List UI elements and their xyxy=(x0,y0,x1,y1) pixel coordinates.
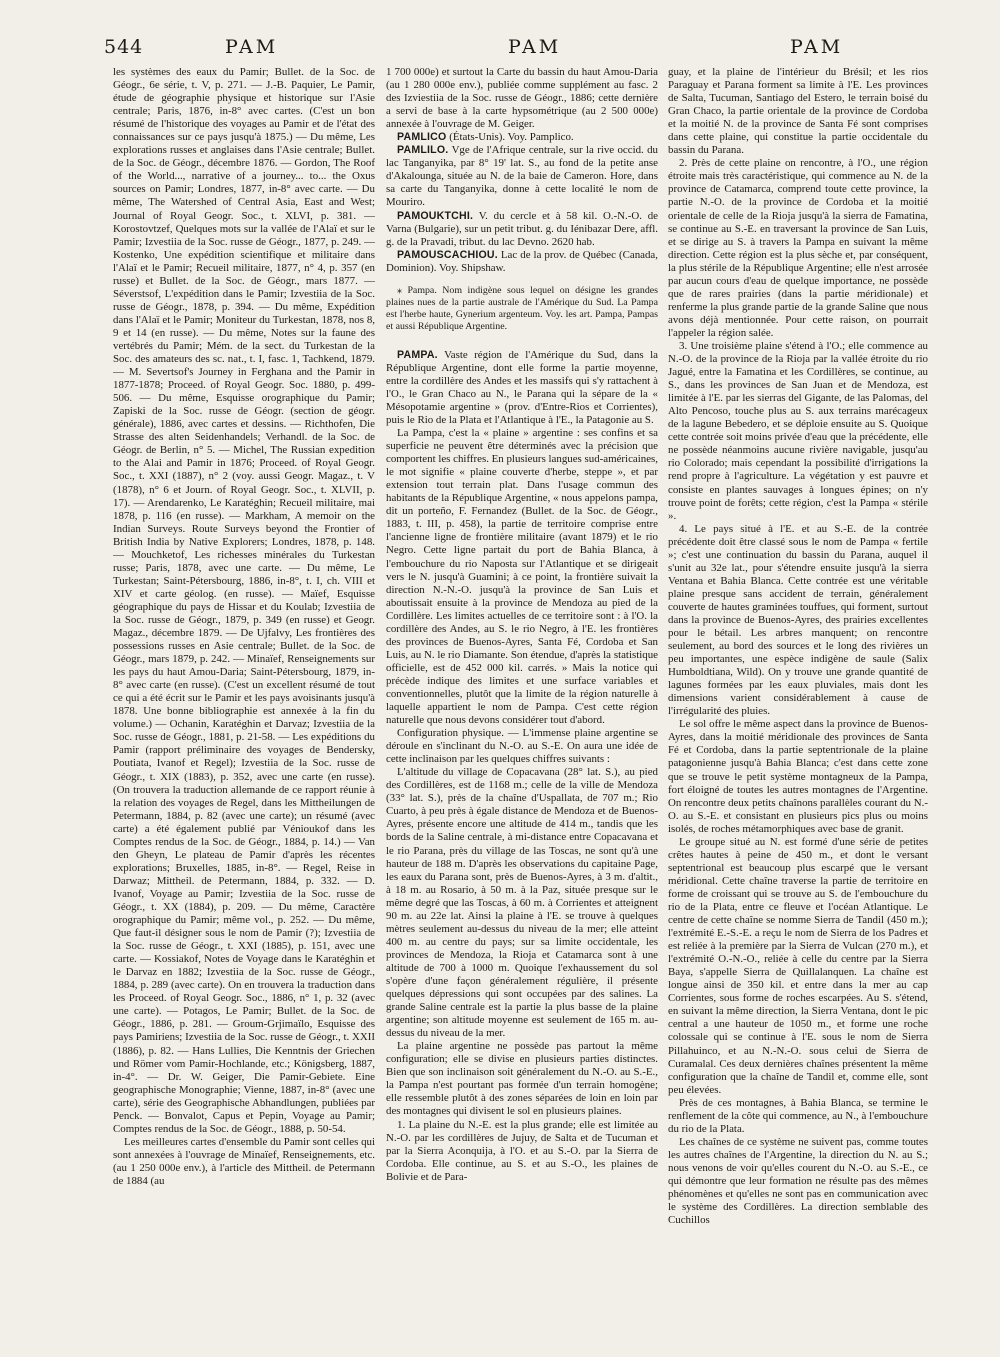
column-right xyxy=(668,66,928,1346)
entry-pampa-note: ⁎ Pampa. Nom indigène sous lequel on désigne les grandes plaines nues de la partie australe de l'Amérique du Sud. La Pampa est l'herbe haute, Gynerium argenteum. Voy. les art. Pampa, Pampas et aussi République Argentine. xyxy=(386,284,658,332)
paragraph: 3. Une troisième plaine s'étend à l'O.; elle commence au N.-O. de la province de la Rioja par la vallée étroite du rio Jagué, entre la Famatina et les Cordillères, se continue, au S., dans les provinces de San Juan et de Mendoza, est limitée à l'E. par les sierras del Gigante, de las Palomas, del Alto Pencoso, touche plus au S. aux terrains marécageux de la lagune Bebedero, et se déploie ensuite au S. Quoique cette contrée soit moins privée d'eau que la précédente, elle ne possède néanmoins aucune rivière navigable, jusqu'au rio Colorado; mais cependant la possibilité d'irrigations la rend propre à l'agriculture. La végétation y est pauvre et consiste en plantes sauvages à longues épines; on n'y trouve point de forêts; cette région, c'est la Pampa « stérile ». xyxy=(668,339,928,522)
paragraph: Le groupe situé au N. est formé d'une série de petites crêtes hautes à peine de 450 m., et dont le versant septentrional est beaucoup plus escarpé que le versant méridional. Cette chaîne traverse la partie de territoire en forme de croissant qui se trouve au S. de l'embouchure du rio de la Plata, entre ce fleuve et l'océan Atlantique. Le centre de cette chaîne se nomme Sierra de Tandil (450 m.); l'extrémité E.-S.-E. a reçu le nom de Sierra de los Padres et est reliée à la première par la Sierra de Vulcan (270 m.), et l'extrémité O.-N.-O., reliée à celle du centre par la Sierra Baya, s'appelle Sierra de Quillalanquen. La chaîne est longue ainsi de 350 kil. et entre dans la mer au cap Corrientes, sous forme de roches escarpées. Au S. s'étend, en suivant la même direction, la Sierra Ventana, dont le pic central a une hauteur de 1050 m., et forme une roche colossale qui se continue à l'E. sous le nom de Sierra Pillahuinco, et au N.-N.-O. sous celui de Sierra de Curamalal. Ces deux dernières chaînes présentent la même configuration que la chaîne de Tandil et, comme elle, sont peu élevées. xyxy=(668,835,928,1096)
entry-text: Vge de l'Afrique centrale, sur la rive occid. du lac Tanganyika, par 8° 19' lat. S., au fond de la petite anse d'Akalounga, située au N. de la baie de Cameron. Hore, dans sa carte du Tanganyika, donne à cette localité le nom de Mouriro. xyxy=(386,144,658,209)
bibliography-paragraph: les systèmes des eaux du Pamir; Bullet. de la Soc. de Géogr., 6e série, t. V, p. 271. — J.-B. Paquier, Le Pamir, étude de géographie physique et historique sur l'Asie centrale; Paris, 1876, in-8° avec cartes. (C'est un bon résumé de l'historique des voyages au Pamir et de l'état des connaissances sur ce pays jusqu'à 1875.) — Du même, Les explorations russes et anglaises dans l'Asie centrale; Bullet. de la Soc. de Géogr., décembre 1876. — Gordon, The Roof of the World..., narrative of a journey... to... the Oxus sources on Pamir; Londres, 1877, in-8° avec carte. — Du même, The Watershed of Central Asia, East and West; Journal of Royal Geogr. Soc., t. XLVI, p. 381. — Korostovtzef, Quelques mots sur la vallée de l'Alaï et sur le Pamir; Izvestiia de la Soc. russe de Géogr., 1877, p. 249. — Kostenko, Une expédition scientifique et militaire dans l'Alaï et le Pamir; Recueil militaire, 1877, n° 4, p. 357 (en russe) et Bullet. de la Soc. de Géogr., mars 1877. — Séverstsof, L'expédition dans le Pamir; Izvestiia de la Soc. russe de Géogr., 1878, p. 394. — Du même, Expédition dans l'Alaï et le Pamir; Moniteur du Turkestan, 1878, nos 8, 9 et 14 (en russe). — Du même, Notes sur la faune des vertébrés du Pamir; Mém. de la sect. du Turkestan de la Soc. des amateurs des sc. nat., t. I, fasc. 1, Tachkend, 1879. — M. Severtsof's Journey in Ferghana and the Pamir in 1877-1878; Proceed. of Royal Geogr. Soc. 1880, p. 499-506. — Du même, Esquisse orographique du Pamir; Zapiski de la Soc. russe de Géogr. (section de géogr. générale), 1886, avec cartes et dessins. — Richthofen, Die Strasse des alten Seidenhandels; Verhandl. de la Soc. de Géogr. de Berlin, n° 5. — Michel, The Russian expedition to the Alai and Pamir in 1876; Proceed. of Royal Geogr. Soc., t. XXI (1887), n° 2 (voy. aussi Geogr. Magaz., t. V (1878), n° 6 et Journ. of Royal Geogr. Soc., t. XLVII, p. 17). — Arendarenko, Le Karatéghin; Recueil militaire, mai 1878, p. 116 (en russe). — Markham, A memoir on the Indian Surveys. Route Surveys beyond the Frontier of British India by Native Explorers; Londres, 1878, p. 148. — Mouchketof, Les richesses minérales du Turkestan russe; Paris, 1878, avec une carte. — Du même, Le Turkestan; Saint-Pétersbourg, 1886, in-8°, t. I, ch. VIII et XIV et carte géolog. (en russe). — Maïef, Esquisse géographique du pays de Hissar et du Koulab; Izvestiia de la Soc. russe de Géogr., 1879, p. 349 (en russe) et Geogr. Magaz., décembre 1879. — De Ujfalvy, Les frontières des possessions russes en Asie centrale; Bullet. de la Soc. de Géogr., mars 1879, p. 242. — Minaïef, Renseignements sur les pays du haut Amou-Daria; Saint-Pétersbourg, 1879, in-8° avec carte (en russe). (C'est un excellent résumé de tout ce qui a été écrit sur le Pamir et les pays avoisinants jusqu'à 1878. Une bonne bibliographie est annexée à la fin du volume.) — Ochanin, Karatéghin et Darvaz; Izvestiia de la Soc. russe de Géogr., 1881, p. 21-58. — Les expéditions du Pamir (rapport préliminaire des voyages de Bendersky, Poutiata, Ivanof et Regel); Izvestiia de la Soc. russe de Géogr., t. XIX (1883), p. 352, avec une carte (en russe). (On trouvera la traduction allemande de ce rapport réunie à la relation des voyages de Regel, dans les Mittheilungen de Petermann, 1884, p. 82 (avec une carte); un résumé (avec carte) a été également publié par Vénioukof dans les Comptes rendus de la Soc. de Géogr., 1884, p. 14.) — Van den Gheyn, Le plateau de Pamir d'après les récentes explorations; Bruxelles, 1885, in-8°. — Regel, Reise in Darwaz; Mittheil. de Petermann, 1884, p. 332. — D. Ivanof, Voyage au Pamir; Izvestiia de la Soc. russe de Géogr., t. XX (1884), p. 209. — Du même, Caractère orographique du Pamir; même vol., p. 252. — Du même, Que faut-il désigner sous le nom de Pamir (?); Izvestiia de la Soc. russe de Géogr., t. XXI (1885), p. 151, avec une carte. — Kossiakof, Notes de Voyage dans le Karatéghin et le Darvaz en 1882; Izvestiia de la Soc. russe de Géogr., 1884, p. 289 (avec carte). On en trouvera la traduction dans les Proceed. of Royal Geogr. Soc., 1886, n° 1, p. 32 (avec une carte). — Potagos, Le Pamir; Bullet. de la Soc. de Géogr., 1886, p. 281. — Groum-Grjimaïlo, Esquisse des pays Pamiriens; Izvestiia de la Soc. russe de Géogr., t. XXII (1886), p. 82. — Hans Lullies, Die Kenntnis der Griechen und Römer vom Pamir-Hochlande, etc.; Königsberg, 1887, in-4°. — Dr. W. Geiger, Die Pamir-Gebiete. Eine geographische Monographie; Vienne, 1887, in-8° (avec une carte), série des Geographische Abhandlungen, publiées par Penck. — Bonvalot, Capus et Pepin, Voyage au Pamir; Comptes rendus de la Soc. de Géogr., 1888, p. 50-54. xyxy=(113,66,375,1135)
page-number: 544 xyxy=(104,36,144,58)
headword: PAMPA. xyxy=(397,348,438,361)
entry-pamouscachiou xyxy=(386,249,658,275)
paragraph: La Pampa, c'est la « plaine » argentine : ses confins et sa superficie ne peuvent être déterminés avec la précision que comportent les chiffres. En plusieurs langues sud-américaines, le mot signifie « plaine couverte d'herbe, steppe », et par extension tout terrain plat. Dans l'usage commun des habitants de la République Argentine, « nous appelons pampa, dit un porteño, F. Fernandez (Bullet. de la Soc. de Géogr., 1883, t. III, p. 458), la partie de territoire comprise entre l'ancienne ligne de frontière militaire (avant 1879) et le rio Negro. Cette ligne partait du port de Bahia Blanca, à l'embouchure du rio Naposta sur l'Atlantique et se dirigeait vers le N. jusqu'à Guamini; à ce point, la frontière suivait la direction N.-N.-O. jusqu'à la province de San Luis et aboutissait ensuite à la province de Mendoza au pied de la Cordillère. Les limites actuelles de ce territoire sont : à l'O. la cordillère des Andes, au S. le rio Negro, à l'E. les frontières des provinces de Buenos-Ayres, Santa Fé, Cordoba et San Luis, au N. le rio Diamante. Son étendue, d'après la statistique officielle, est de 452 000 kil. carrés. » Mais la notice qui précède indique des limites et une surface variables et conventionnelles, plutôt que la limite de la région naturelle à laquelle appartient le nom de Pampa. C'est cette région naturelle que nous devons considérer tout d'abord. xyxy=(386,427,658,727)
entry-text: V. du cercle et à 58 kil. O.-N.-O. de Varna (Bulgarie), sur un petit tribut. g. du Iénibazar Dere, affl. g. de la Pravadi, tribut. du lac Devno. 2620 hab. xyxy=(386,209,658,248)
entry-pampa xyxy=(386,349,658,427)
running-header xyxy=(0,36,1000,66)
entry-text: (États-Unis). Voy. Pamplico. xyxy=(446,131,574,144)
entry-pamlico xyxy=(386,131,658,144)
headword: PAMLILO. xyxy=(397,144,449,157)
column-left xyxy=(113,66,375,1346)
entry-text: Lac de la prov. de Québec (Canada, Dominion). Voy. Shipshaw. xyxy=(386,248,658,274)
paragraph: Les chaînes de ce système ne suivent pas, comme toutes les autres chaînes de l'Argentine, la direction du N. au S.; nous venons de voir qu'elles courent du N.-O. au S.-E., ce qui démontre que leur formation ne résulte pas des mêmes phénomènes et qu'elles ne sont pas en communication avec le système des Cordillères. La direction semblable des Cuchillos xyxy=(668,1135,928,1227)
running-head-right: PAM xyxy=(790,36,844,58)
paragraph: Près de ces montagnes, à Bahia Blanca, se termine le renflement de la côte qui commence, au N., à l'embouchure du rio de la Plata. xyxy=(668,1096,928,1135)
paragraph: 4. Le pays situé à l'E. et au S.-E. de la contrée précédente doit être classé sous le nom de Pampa « fertile »; c'est une continuation du bassin du Parana, auquel il s'unit au 32e lat., pour s'étendre ensuite jusqu'à la sierra Ventana et Bahia Blanca. Cette contrée est une véritable plaine presque sans accident de terrain, généralement couverte de hautes graminées touffues, qui forment, surtout dans la province de Buenos-Ayres, des prairies excellentes pour le bétail. Les arbres manquent; on rencontre seulement, au bord des sources et le long des rivières un peu importantes, une espèce indigène de saule (Salix Humboldtiana, Wild). On y trouve une grande quantité de lagunes formées par les eaux pluviales, mais dont les dimensions varient considérablement à cause de l'irrégularité des pluies. xyxy=(668,522,928,718)
paragraph: 2. Près de cette plaine on rencontre, à l'O., une région étroite mais très caractéristique, qui commence au N. de la province de Catamarca, comprend toute cette province, la partie N.-O. de la province de Cordoba et la moitié orientale de celle de la Rioja jusqu'à la sierra de Famatina, se continue au S.-E. en traversant la province de San Luis, et se dirige au S. à travers la Pampa en suivant la même direction. Cette région est la plus sèche et, par conséquent, la plus stérile de la République Argentine; elle n'est arrosée par aucun cours d'eau de quelque importance, ne possède que de rares prairies (dans la partie méridionale) et renferme la plus grande partie de la grande Saline que nous avons déjà mentionnée. Pour cette raison, on pourrait l'appeler la région salée. xyxy=(668,157,928,339)
entry-pamlilo xyxy=(386,144,658,209)
paragraph: guay, et la plaine de l'intérieur du Brésil; et les rios Paraguay et Parana forment sa limite à l'E. Les provinces de Salta, Tucuman, Santiago del Estero, le terrain boisé du Gran Chaco, la partie orientale de la province de Cordoba et la moitié N. de la province de Santa Fé sont comprises dans cette plaine, qui constitue la partie occidentale du bassin du Parana. xyxy=(668,66,928,157)
headword: PAMOUKTCHI. xyxy=(397,209,474,222)
column-center xyxy=(386,66,658,1346)
paragraph: L'altitude du village de Copacavana (28° lat. S.), au pied des Cordillères, est de 1168 m.; celle de la ville de Mendoza (33° lat. S.), près de la chaîne d'Uspallata, de 707 m.; Rio Cuarto, à peu près à égale distance de Mendoza et de Buenos-Ayres, présente encore une altitude de 414 m., tandis que les bords de la Saline centrale, à mi-distance entre Copacavana et le rio Parana, près du village de las Toscas, ne sont qu'à une hauteur de 188 m. D'après les observations du capitaine Page, les eaux du Parana sont, près de Buenos-Ayres, à 3 m. d'altit., à 18 m. au Rosario, à 50 m. à la Paz, située presque sur le même degré que las Toscas, à 60 m. à Corrientes et atteignent 90 m. au 22e lat. Ainsi la plaine à l'E. se trouve à quelques mètres seulement au-dessus du niveau de la mer; elle atteint 400 m. au centre du pays; sur sa limite occidentale, les provinces de Mendoza, la Rioja et Catamarca sont à une altitude de 700 à 1000 m. Quoique l'exhaussement du sol s'opère d'une façon généralement régulière, il présente quelques dépressions qui sont occupées par des salines. La grande Saline centrale est la partie la plus basse de la plaine argentine; son altitude moyenne est seulement de 165 m. au-dessus du niveau de la mer. xyxy=(386,766,658,1040)
maps-paragraph-continued: 1 700 000e) et surtout la Carte du bassin du haut Amou-Daria (au 1 280 000e env.), publiée comme supplément au fasc. 2 des Izviestiia de la Soc. russe de Géogr., 1886; cette dernière a servi de base à la carte hypsométrique (au 2 500 000e) annexée à l'ouvrage de M. Geiger. xyxy=(386,66,658,131)
maps-paragraph: Les meilleures cartes d'ensemble du Pamir sont celles qui sont annexées à l'ouvrage de Minaïef, Renseignements, etc. (au 1 250 000e env.), à l'article des Mittheil. de Petermann de 1884 (au xyxy=(113,1135,375,1187)
paragraph: 1. La plaine du N.-E. est la plus grande; elle est limitée au N.-O. par les cordillères de Jujuy, de Salta et de Tucuman et par la Sierra Aconquija, à l'O. et au S.-O. par la Sierra de Cordoba. Elle continue, au S. et au S.-O., les plaines de Bolivie et de Para- xyxy=(386,1118,658,1183)
spacer xyxy=(386,333,658,349)
spacer xyxy=(386,275,658,285)
entry-text: Vaste région de l'Amérique du Sud, dans la République Argentine, dont elle forme la partie moyenne, entre la cordillère des Andes et les massifs qui s'y rattachent à l'O., le Gran Chaco au N., le Parana qui la sépare de la « Mésopotamie argentine » (prov. d'Entre-Rios et Corrientes), puis le Rio de la Plata et l'Atlantique à l'E., la Patagonie au S. xyxy=(386,348,658,426)
headword: PAMOUSCACHIOU. xyxy=(397,248,498,261)
running-head-left: PAM xyxy=(225,36,279,58)
headword: PAMLICO xyxy=(397,131,447,144)
entry-pamouktchi xyxy=(386,210,658,249)
section-configuration: Configuration physique. — L'immense plaine argentine se déroule en s'inclinant du N.-O. au S.-E. On aura une idée de cette inclinaison par les quelques chiffres suivants : xyxy=(386,727,658,766)
running-head-center: PAM xyxy=(508,36,562,58)
paragraph: La plaine argentine ne possède pas partout la même configuration; elle se divise en plusieurs parties distinctes. Bien que son inclinaison soit généralement du N.-O. au S.-E., la Pampa n'est pourtant pas formée d'un terrain homogène; elle ressemble plutôt à des zones séparées de loin en loin par des montagnes qui divisent le sol en plusieurs plaines. xyxy=(386,1040,658,1118)
paragraph: Le sol offre le même aspect dans la province de Buenos-Ayres, dans la moitié méridionale des provinces de Santa Fé et Cordoba, dans la partie septentrionale de la plaine patagonienne jusqu'à Bahia Blanca; c'est dans cette zone que se trouve le petit système montagneux de la Pampa, fort éloigné de toutes les autres montagnes de l'Argentine. On rencontre deux petits chaînons parallèles courant du N.-O. au S.-E. et consistant en plusieurs pics plus ou moins isolés, de roches métamorphiques avec base de granit. xyxy=(668,718,928,835)
